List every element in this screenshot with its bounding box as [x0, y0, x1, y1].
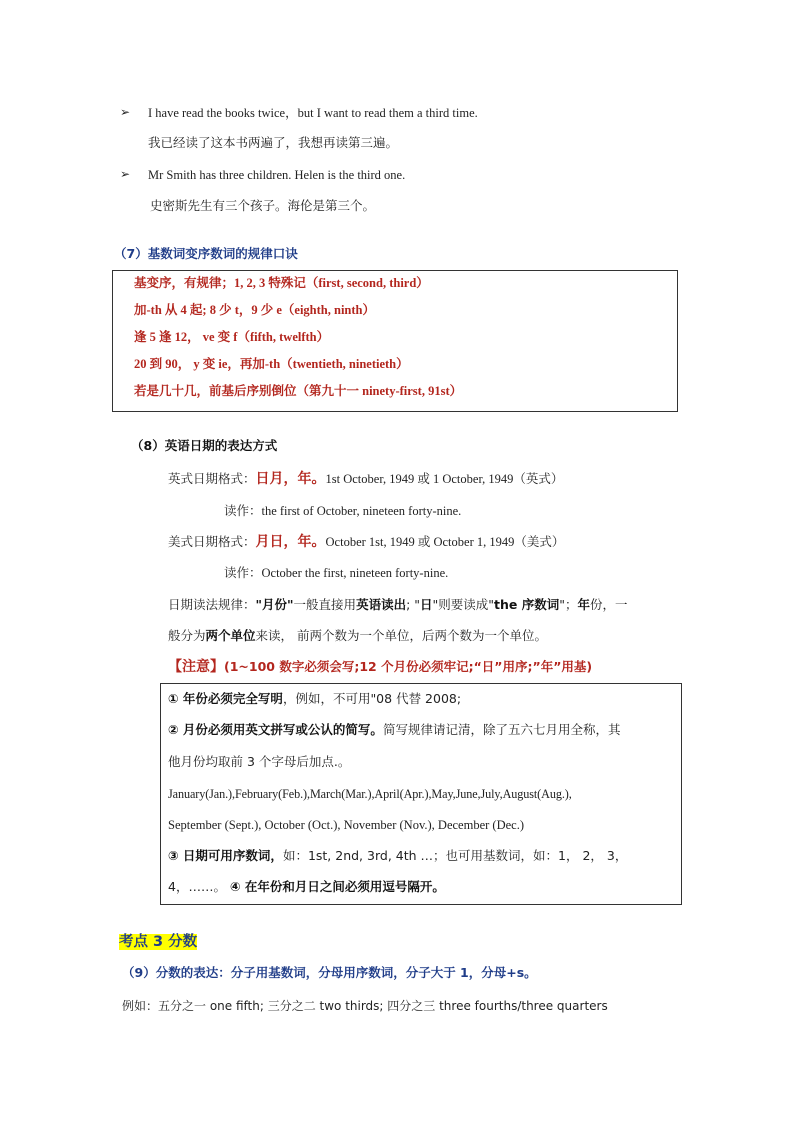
rule-ordinal: the 序数词: [494, 597, 560, 612]
rule-day: 日: [420, 597, 433, 612]
note-4-bold: ④ 在年份和月日之间必须用逗号隔开。: [229, 879, 445, 894]
note-item-2-line-2: 他月份均取前 3 个字母后加点.。: [168, 754, 351, 769]
bullet-arrow-icon: ➢: [120, 105, 131, 119]
months-line-1: January(Jan.),February(Feb.),March(Mar.),April(Apr.),May,June,July,August(Aug.),: [168, 787, 572, 801]
note-1-bold: ① 年份必须完全写明: [168, 691, 283, 706]
note-2-rest: 简写规律请记清，除了五六七月用全称，其: [382, 722, 621, 737]
uk-format: 日月，年。: [255, 471, 326, 487]
uk-read: 读作：the first of October, nineteen forty-nine.: [224, 504, 462, 518]
section-9-example: 例如：五分之一 one fifth; 三分之二 two thirds; 四分之三 three fourths/three quarters: [122, 999, 608, 1013]
note-3-rest: 如：1st, 2nd, 3rd, 4th …；也可用基数词，如：1， 2， 3，: [282, 848, 628, 863]
us-format-line: [168, 533, 564, 551]
rule-text: ; ": [406, 597, 421, 612]
rule-5: 若是几十几，前基后序别倒位（第九十一 ninety-first, 91st）: [134, 384, 463, 398]
note-item-4: [168, 878, 445, 896]
us-format: 月日，年。: [255, 534, 326, 550]
note-label: 【注意】: [168, 659, 224, 675]
note-2-bold: ② 月份必须用英文拼写或公认的简写。: [168, 722, 383, 737]
note-1-rest: ，例如，不可用"08 代替 2008;: [282, 691, 462, 706]
rule-year: 年: [577, 597, 591, 612]
example-2-cn: 史密斯先生有三个孩子。海伦是第三个。: [150, 198, 376, 213]
section-7-title: （7）基数词变序数词的规律口诀: [114, 246, 298, 261]
rule-4: 20 到 90， y 变 ie，再加-th（twentieth, ninetieth）: [134, 357, 409, 371]
uk-label: 英式日期格式：: [168, 471, 256, 486]
note-line: [168, 658, 592, 676]
rule-english: 英语读出: [356, 597, 407, 612]
rule-month: "月份": [255, 597, 294, 612]
uk-example: 1st October, 1949 或 1 October, 1949（英式）: [325, 472, 564, 486]
date-rule-line-2: [168, 627, 547, 645]
example-1-en: I have read the books twice，but I want to read them a third time.: [148, 106, 478, 120]
months-line-2: September (Sept.), October (Oct.), November (Nov.), December (Dec.): [168, 818, 524, 832]
us-label: 美式日期格式：: [168, 534, 256, 549]
rule-text: "；: [559, 597, 578, 612]
example-2-en: Mr Smith has three children. Helen is the third one.: [148, 168, 406, 182]
rule-text: 份，一: [590, 597, 628, 612]
rule-text: 来读， 前两个数为一个单位，后两个数为一个单位。: [255, 628, 548, 643]
date-rule-line-1: [168, 596, 628, 614]
note-3-bold: ③ 日期可用序数词，: [168, 848, 283, 863]
rule-1: 基变序，有规律；1, 2, 3 特殊记（first, second, third）: [134, 276, 429, 290]
example-1-cn: 我已经读了这本书两遍了，我想再读第三遍。: [148, 135, 399, 150]
bullet-arrow-icon: ➢: [120, 167, 131, 181]
rule-text: "则要读成": [432, 597, 495, 612]
kaodian-3-heading: [119, 933, 197, 951]
note-item-1: [168, 690, 461, 708]
note-item-3: [168, 847, 627, 865]
us-read: 读作：October the first, nineteen forty-nine.: [224, 566, 449, 580]
rule-text: 日期读法规律：: [168, 597, 256, 612]
uk-format-line: [168, 470, 563, 488]
note-item-2: [168, 721, 620, 739]
note-4-prefix: 4，……。: [168, 879, 230, 894]
note-text: (1~100 数字必须会写;12 个月份必须牢记;“日”用序;”年”用基): [224, 659, 593, 674]
rule-text: 一般直接用: [293, 597, 357, 612]
rule-text: 般分为: [168, 628, 206, 643]
us-example: October 1st, 1949 或 October 1, 1949（美式）: [325, 535, 565, 549]
rule-two-units: 两个单位: [205, 628, 256, 643]
rule-2: 加-th 从 4 起; 8 少 t，9 少 e（eighth, ninth）: [134, 303, 375, 317]
kaodian-3-label: 考点 3 分数: [119, 934, 198, 950]
rule-3: 逢 5 逢 12， ve 变 f（fifth, twelfth）: [134, 330, 330, 344]
section-8-title: （8）英语日期的表达方式: [131, 438, 278, 453]
section-9-title: （9）分数的表达：分子用基数词，分母用序数词，分子大于 1，分母+s。: [122, 965, 537, 980]
